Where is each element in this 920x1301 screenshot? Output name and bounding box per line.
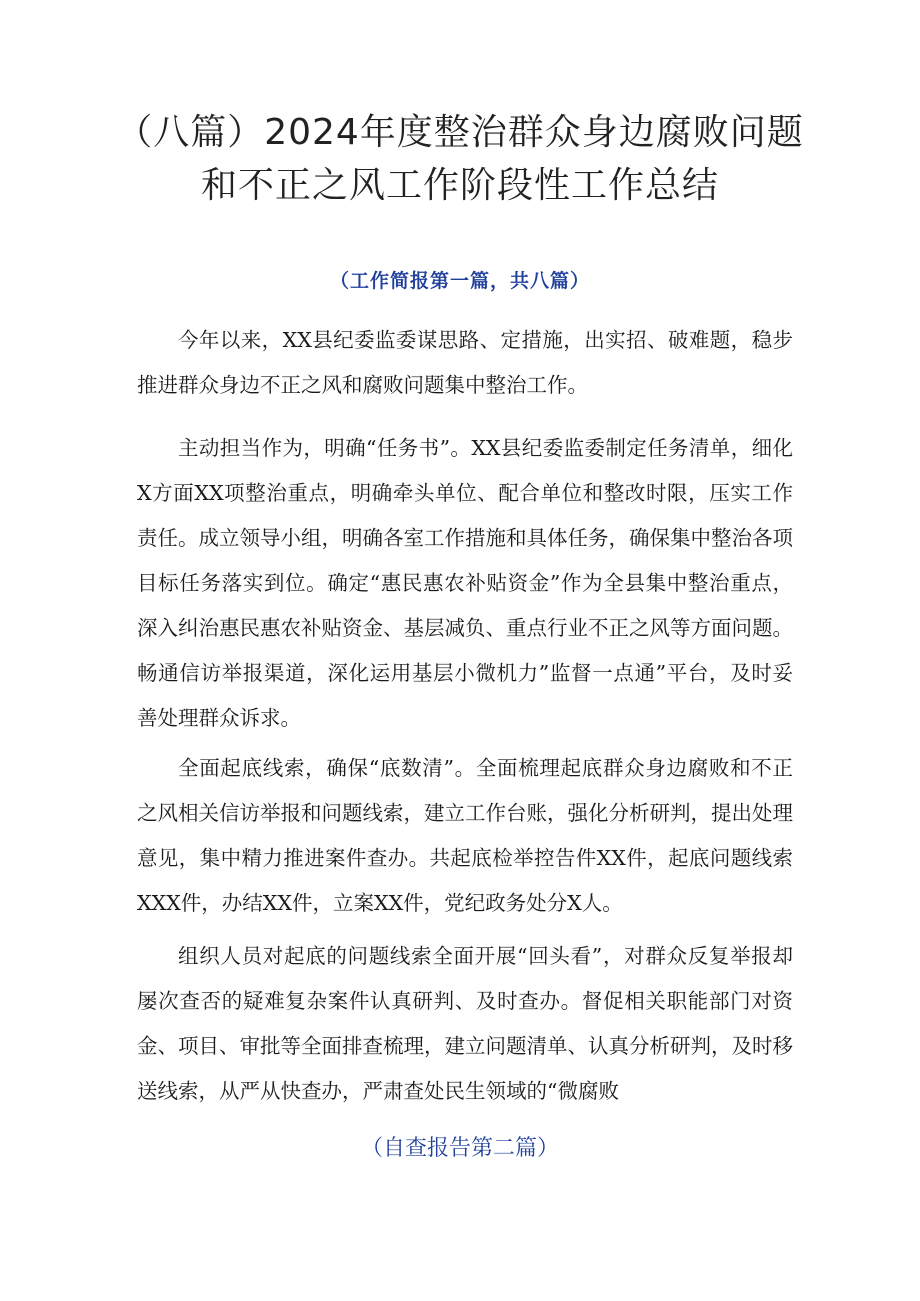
body-paragraph-1: 今年以来，XX县纪委监委谋思路、定措施，出实招、破难题，稳步推进群众身边不正之风和腐败问题集中整治工作。 <box>137 328 793 397</box>
body-paragraph-3: 全面起底线索，确保“底数清”。全面梳理起底群众身边腐败和不正之风相关信访举报和问题线索，建立工作台账，强化分析研判，提出处理意见，集中精力推进案件查办。共起底检举控告件XX件，起底问题线索XXX件，办结XX件，立案XX件，党纪政务处分X人。 <box>137 756 793 915</box>
section-heading: （自查报告第二篇） <box>360 1136 559 1161</box>
document-title-line-2: 和不正之风工作阶段性工作总结 <box>200 165 719 206</box>
body-paragraph-4: 组织人员对起底的问题线索全面开展“回头看”，对群众反复举报却屡次查否的疑难复杂案件认真研判、及时查办。督促相关职能部门对资金、项目、审批等全面排查梳理，建立问题清单、认真分析研判，及时移送线索，从严从快查办，严肃查处民生领域的“微腐败 <box>137 944 793 1103</box>
document-subtitle: （工作简报第一篇，共八篇） <box>329 270 590 292</box>
body-paragraph-2: 主动担当作为，明确“任务书”。XX县纪委监委制定任务清单，细化X方面XX项整治重点，明确牵头单位、配合单位和整改时限，压实工作责任。成立领导小组，明确各室工作措施和具体任务，确保集中整治各项目标任务落实到位。确定“惠民惠农补贴资金”作为全县集中整治重点，深入纠治惠民惠农补贴资金、基层减负、重点行业不正之风等方面问题。畅通信访举报渠道，深化运用基层小微机力”监督一点通”平台，及时妥善处理群众诉求。 <box>137 436 793 730</box>
document-title-line-1: （八篇）2024年度整治群众身边腐败问题 <box>116 112 804 153</box>
